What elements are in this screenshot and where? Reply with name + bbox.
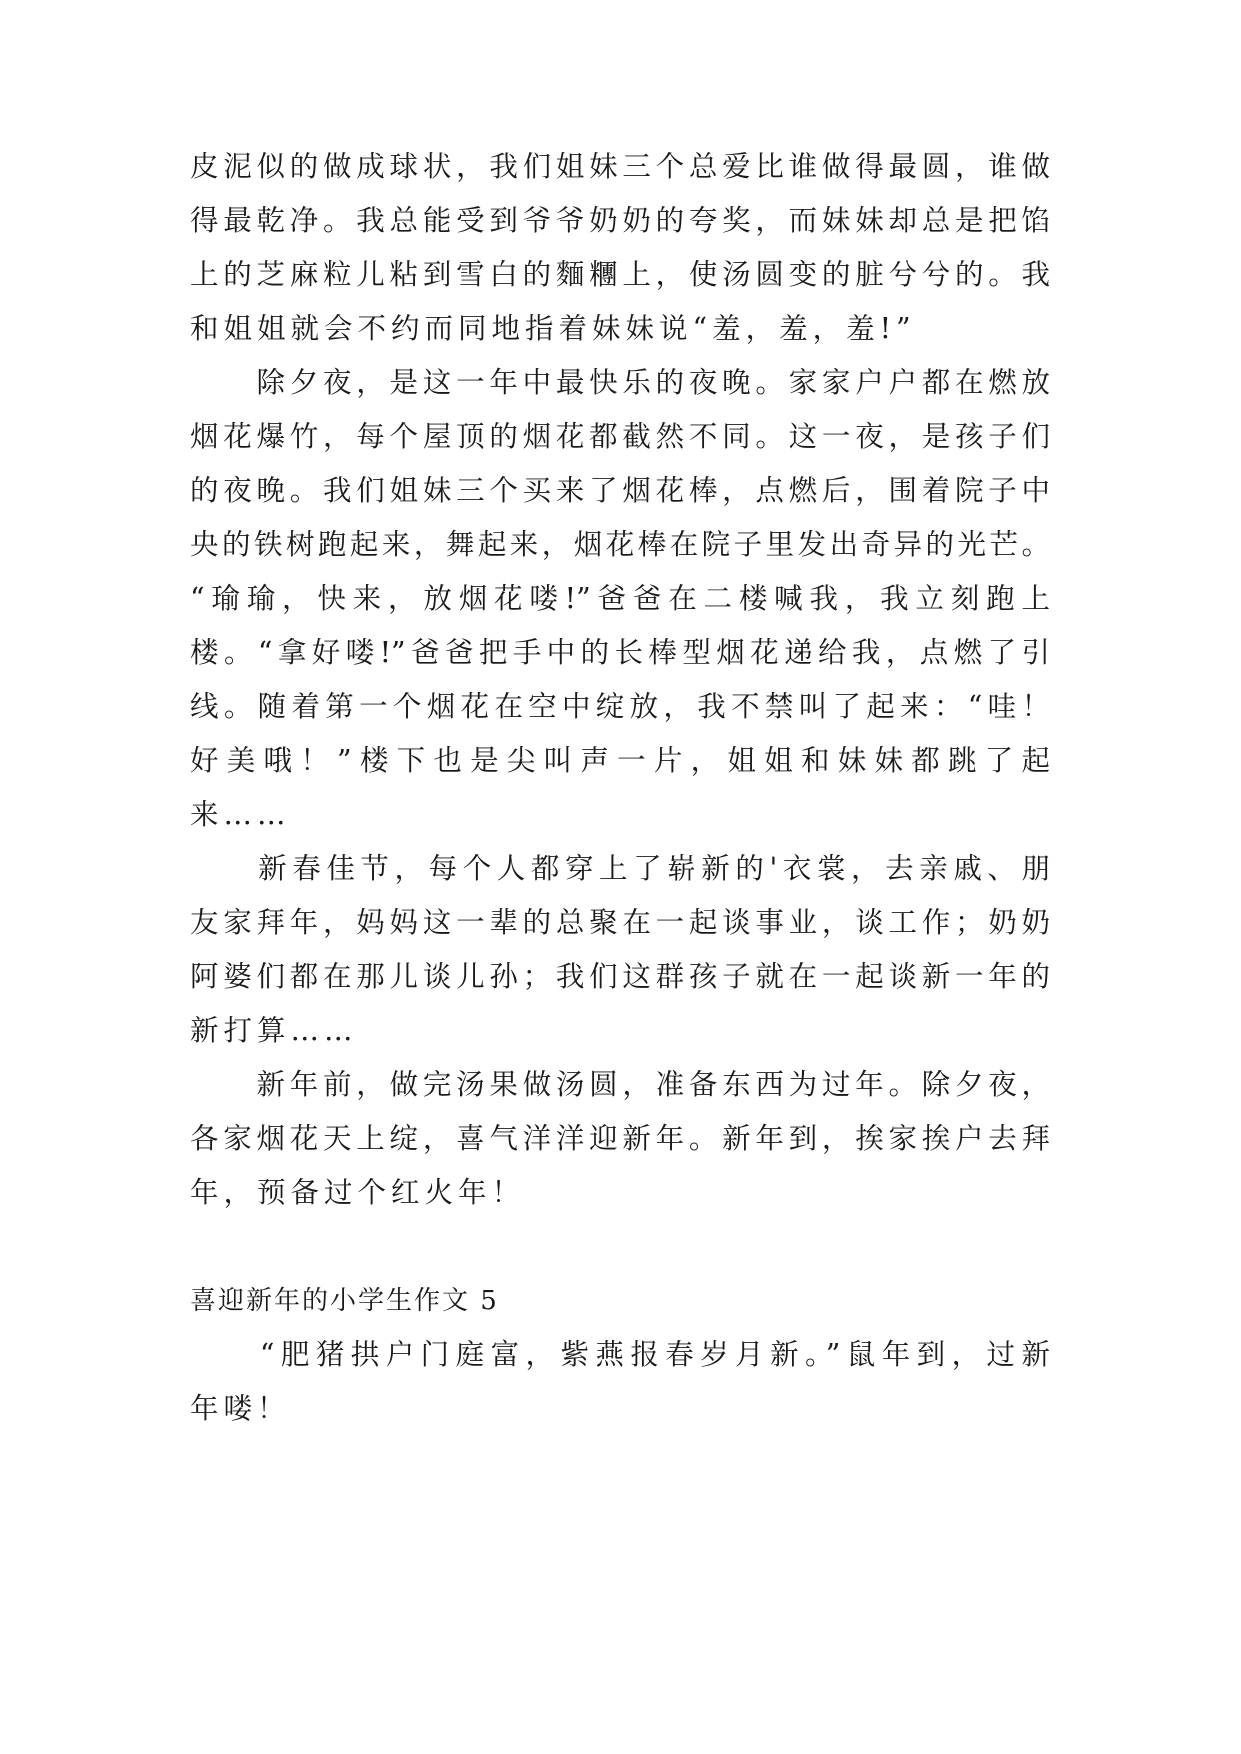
paragraph-line: 线。随着第一个烟花在空中绽放，我不禁叫了起来：“哇！ [190,690,1050,723]
section-heading: 喜迎新年的小学生作文 5 [190,1286,499,1316]
paragraph-line: 烟花爆竹，每个屋顶的烟花都截然不同。这一夜，是孩子们 [190,420,1050,453]
paragraph-line: 得最乾净。我总能受到爷爷奶奶的夸奖，而妹妹却总是把馅 [190,204,1050,237]
paragraph-line: 新春佳节，每个人都穿上了崭新的'衣裳，去亲戚、朋 [190,852,1050,885]
paragraph-line: 年，预备过个红火年！ [190,1176,526,1209]
paragraph-line: 来…… [190,798,291,831]
paragraph-line: “肥猪拱户门庭富，紫燕报春岁月新。”鼠年到，过新 [190,1338,1050,1371]
paragraph-line: 和姐姐就会不约而同地指着妹妹说“羞，羞，羞!” [190,312,916,345]
paragraph-line: 除夕夜，是这一年中最快乐的夜晚。家家户户都在燃放 [190,366,1050,399]
paragraph-line: 上的芝麻粒儿粘到雪白的麵糰上，使汤圆变的脏兮兮的。我 [190,258,1050,291]
paragraph-line: 友家拜年，妈妈这一辈的总聚在一起谈事业，谈工作；奶奶 [190,906,1050,939]
paragraph-line: 阿婆们都在那儿谈儿孙；我们这群孩子就在一起谈新一年的 [190,960,1050,993]
paragraph-line: “瑜瑜，快来，放烟花喽!”爸爸在二楼喊我，我立刻跑上 [190,582,1050,615]
paragraph-line: 年喽！ [190,1392,291,1425]
paragraph-line: 新打算…… [190,1014,358,1047]
paragraph-line: 楼。“拿好喽!”爸爸把手中的长棒型烟花递给我，点燃了引 [190,636,1050,669]
paragraph-line: 皮泥似的做成球状，我们姐妹三个总爱比谁做得最圆，谁做 [190,150,1050,183]
paragraph-line: 各家烟花天上绽，喜气洋洋迎新年。新年到，挨家挨户去拜 [190,1122,1050,1155]
paragraph-line: 新年前，做完汤果做汤圆，准备东西为过年。除夕夜， [190,1068,1050,1101]
paragraph-line: 的夜晚。我们姐妹三个买来了烟花棒，点燃后，围着院子中 [190,474,1050,507]
paragraph-line: 央的铁树跑起来，舞起来，烟花棒在院子里发出奇异的光芒。 [190,528,1050,561]
paragraph-line: 好美哦！”楼下也是尖叫声一片，姐姐和妹妹都跳了起 [190,744,1050,777]
